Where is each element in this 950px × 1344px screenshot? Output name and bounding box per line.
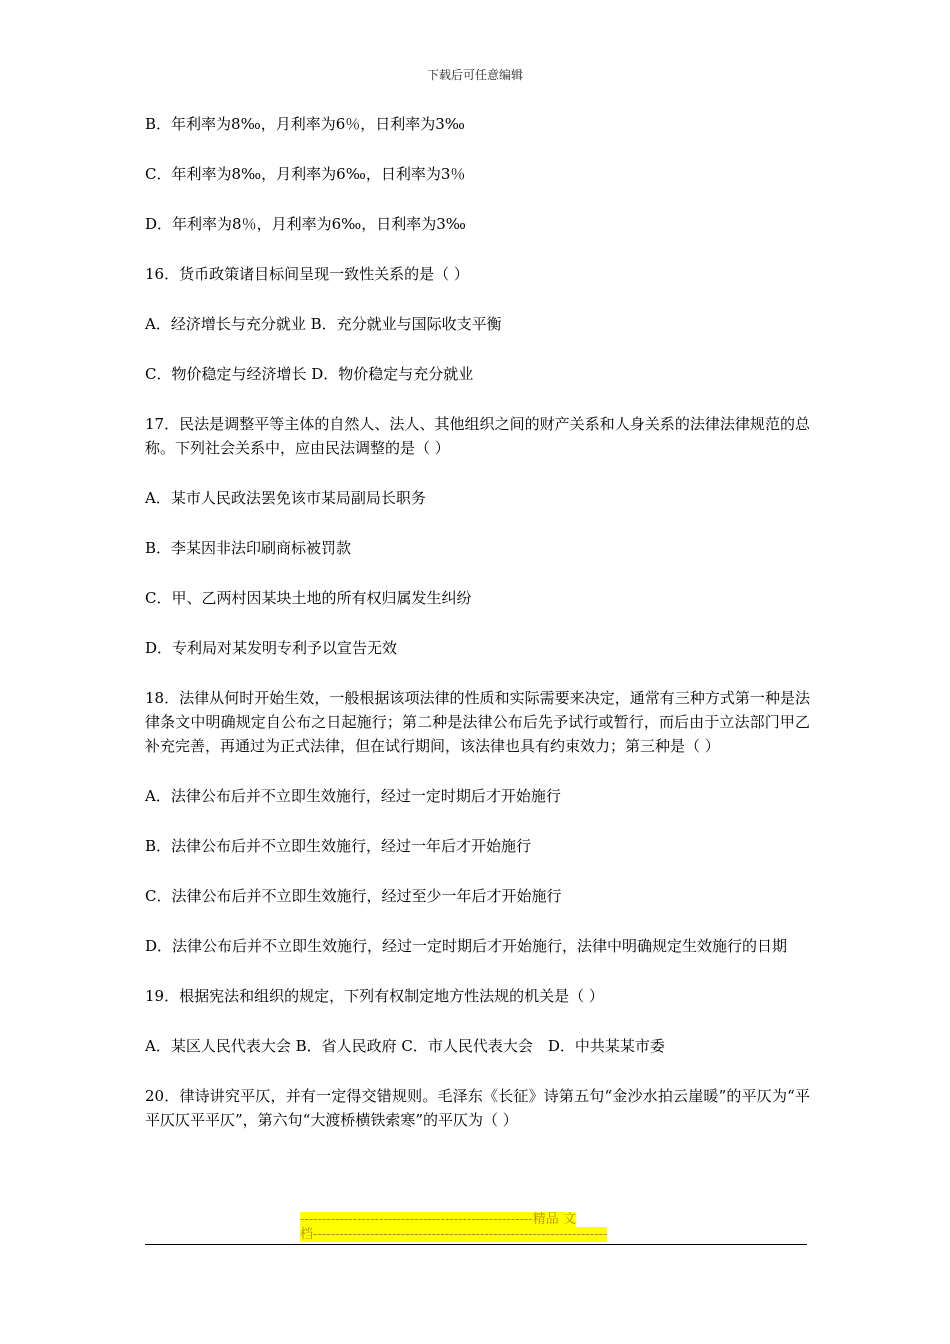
question-16-options-ab: A．经济增长与充分就业 B．充分就业与国际收支平衡	[145, 315, 502, 333]
page-footer	[300, 1212, 650, 1242]
question-17: 17．民法是调整平等主体的自然人、法人、其他组织之间的财产关系和人身关系的法律法律规范的总称。下列社会关系中，应由民法调整的是（ ）	[145, 415, 810, 457]
footer-divider	[145, 1244, 807, 1245]
footer-line-1: -----------------------------------------------------精品 文	[300, 1212, 576, 1227]
question-18-option-d: D．法律公布后并不立即生效施行，经过一定时期后才开始施行，法律中明确规定生效施行的日期	[145, 937, 788, 955]
question-19-options: A．某区人民代表大会 B．省人民政府 C．市人民代表大会 D．中共某某市委	[145, 1037, 665, 1055]
question-16: 16．货币政策诸目标间呈现一致性关系的是（ ）	[145, 265, 469, 283]
question-17-option-a: A．某市人民政法罢免该市某局副局长职务	[145, 489, 426, 507]
page-header: 下载后可任意编辑	[426, 68, 523, 82]
question-20: 20．律诗讲究平仄，并有一定得交错规则。毛泽东《长征》诗第五句“金沙水拍云崖暖”的平仄为“平平仄仄平平仄”，第六句“大渡桥横铁索寒”的平仄为（ ）	[145, 1087, 810, 1129]
question-18: 18．法律从何时开始生效，一般根据该项法律的性质和实际需要来决定，通常有三种方式第一种是法律条文中明确规定自公布之日起施行；第二种是法律公布后先予试行或暂行，而后由于立法部门甲乙补充完善，再通过为正式法律，但在试行期间，该法律也具有约束效力；第三种是（ ）	[145, 689, 810, 755]
question-18-option-c: C．法律公布后并不立即生效施行，经过至少一年后才开始施行	[145, 887, 562, 905]
footer-line-2: 档-------------------------------------------------------------------	[300, 1227, 608, 1242]
option-b-rates: B．年利率为8‰，月利率为6％，日利率为3‰	[145, 115, 465, 133]
question-16-options-cd: C．物价稳定与经济增长 D．物价稳定与充分就业	[145, 365, 474, 383]
question-17-option-c: C．甲、乙两村因某块土地的所有权归属发生纠纷	[145, 589, 472, 607]
question-17-option-d: D．专利局对某发明专利予以宣告无效	[145, 639, 398, 657]
option-d-rates: D．年利率为8％，月利率为6‰，日利率为3‰	[145, 215, 466, 233]
option-c-rates: C．年利率为8‰，月利率为6‰，日利率为3％	[145, 165, 466, 183]
question-17-option-b: B．李某因非法印刷商标被罚款	[145, 539, 352, 557]
document-body	[145, 112, 810, 1158]
question-18-option-a: A．法律公布后并不立即生效施行，经过一定时期后才开始施行	[145, 787, 561, 805]
question-19: 19．根据宪法和组织的规定，下列有权制定地方性法规的机关是（ ）	[145, 987, 604, 1005]
question-18-option-b: B．法律公布后并不立即生效施行，经过一年后才开始施行	[145, 837, 532, 855]
